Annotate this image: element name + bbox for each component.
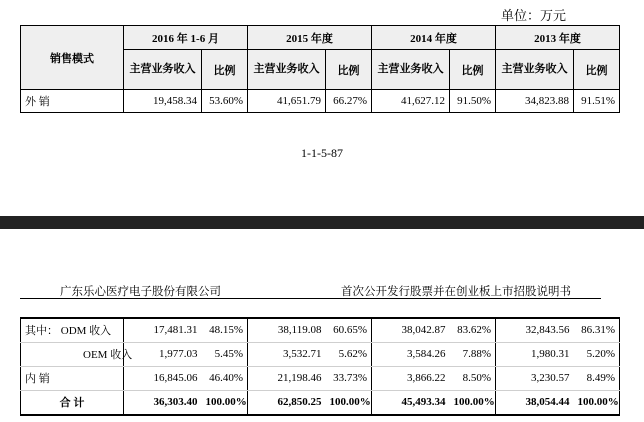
row-label: 外 销 (21, 90, 124, 113)
period-header: 2013 年度 (496, 26, 620, 50)
ratio-subheader: 比例 (574, 50, 620, 90)
table-cell: 3,584.26 (372, 342, 450, 366)
table-cell: 5.62% (326, 342, 372, 366)
table-cell: 21,198.46 (248, 366, 326, 390)
bottom-sales-table (20, 317, 620, 416)
table-cell: 53.60% (202, 90, 248, 113)
table-cell: 41,651.79 (248, 90, 326, 113)
table-cell: 38,119.08 (248, 318, 326, 342)
table-cell: 86.31% (574, 318, 620, 342)
page-divider (0, 216, 644, 229)
table-cell: 100.00% (450, 390, 496, 415)
row-label: 内 销 (21, 366, 124, 390)
table-cell: 62,850.25 (248, 390, 326, 415)
table-cell: 38,054.44 (496, 390, 574, 415)
table-cell: 32,843.56 (496, 318, 574, 342)
ratio-subheader: 比例 (450, 50, 496, 90)
row-label: OEM 收入 (21, 342, 124, 366)
company-name: 广东乐心医疗电子股份有限公司 (60, 286, 221, 298)
table-cell: 3,532.71 (248, 342, 326, 366)
header-rule (20, 298, 601, 299)
table-cell: 83.62% (450, 318, 496, 342)
table-cell: 3,866.22 (372, 366, 450, 390)
table-cell: 1,980.31 (496, 342, 574, 366)
top-sales-table (20, 25, 620, 113)
table-cell: 7.88% (450, 342, 496, 366)
ratio-subheader: 比例 (202, 50, 248, 90)
table-cell: 34,823.88 (496, 90, 574, 113)
table-cell: 5.45% (202, 342, 248, 366)
period-header: 2014 年度 (372, 26, 496, 50)
table-row (21, 366, 620, 390)
table-cell: 16,845.06 (124, 366, 202, 390)
table-cell: 48.15% (202, 318, 248, 342)
unit-label: 单位：万元 (500, 8, 566, 23)
table-cell: 38,042.87 (372, 318, 450, 342)
table-cell: 66.27% (326, 90, 372, 113)
revenue-subheader: 主营业务收入 (496, 50, 574, 90)
table-cell: 17,481.31 (124, 318, 202, 342)
document-title: 首次公开发行股票并在创业板上市招股说明书 (341, 286, 571, 298)
table-cell: 36,303.40 (124, 390, 202, 415)
table-cell: 19,458.34 (124, 90, 202, 113)
table-cell: 3,230.57 (496, 366, 574, 390)
table-cell: 100.00% (202, 390, 248, 415)
table-cell: 45,493.34 (372, 390, 450, 415)
page-number: 1-1-5-87 (301, 146, 343, 160)
row-label: 合 计 (21, 390, 124, 415)
ratio-subheader: 比例 (326, 50, 372, 90)
table-cell: 33.73% (326, 366, 372, 390)
total-row (21, 390, 620, 415)
table-row (21, 342, 620, 366)
table-row (21, 318, 620, 342)
row-header-cell: 销售模式 (21, 26, 124, 90)
revenue-subheader: 主营业务收入 (248, 50, 326, 90)
table-cell: 8.49% (574, 366, 620, 390)
period-header: 2016 年 1-6 月 (124, 26, 248, 50)
row-label: 其中： ODM 收入 (21, 318, 124, 342)
table-row (21, 90, 620, 113)
period-header: 2015 年度 (248, 26, 372, 50)
table-cell: 100.00% (574, 390, 620, 415)
table-cell: 60.65% (326, 318, 372, 342)
table-cell: 91.50% (450, 90, 496, 113)
revenue-subheader: 主营业务收入 (372, 50, 450, 90)
table-cell: 5.20% (574, 342, 620, 366)
table-cell: 8.50% (450, 366, 496, 390)
revenue-subheader: 主营业务收入 (124, 50, 202, 90)
table-cell: 1,977.03 (124, 342, 202, 366)
table-cell: 41,627.12 (372, 90, 450, 113)
table-cell: 100.00% (326, 390, 372, 415)
table-cell: 91.51% (574, 90, 620, 113)
table-cell: 46.40% (202, 366, 248, 390)
